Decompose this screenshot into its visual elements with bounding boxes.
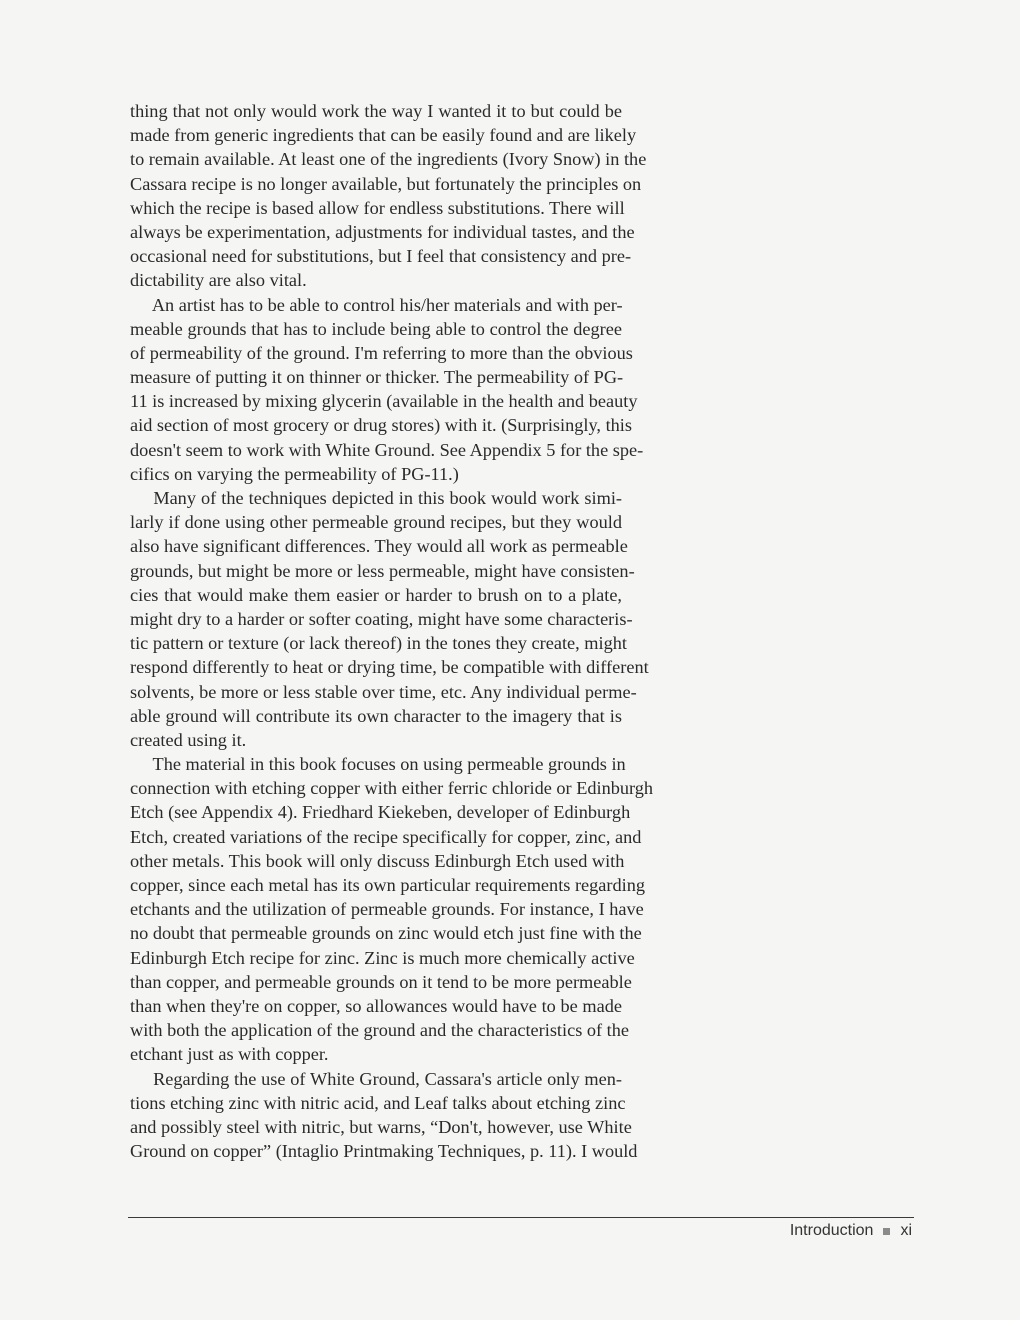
square-bullet-icon <box>883 1228 890 1235</box>
text-line: An artist has to be able to control his/her materials and with per- <box>130 294 623 315</box>
text-line: etchant just as with copper. <box>130 1044 329 1065</box>
text-line: made from generic ingredients that can be easily found and are likely <box>130 125 637 146</box>
text-line: than when they're on copper, so allowances would have to be made <box>130 995 622 1016</box>
text-line: aid section of most grocery or drug stores) with it. (Surprisingly, this <box>130 415 632 436</box>
text-line: thing that not only would work the way I wanted it to but could be <box>130 101 622 121</box>
text-line: no doubt that permeable grounds on zinc would etch just fine with the <box>130 923 642 944</box>
text-line: created using it. <box>130 729 247 750</box>
text-line: cies that would make them easier or harder to brush on to a plate, <box>130 584 622 605</box>
paragraph-1 <box>130 99 647 293</box>
text-line: Many of the techniques depicted in this book would work simi- <box>130 488 622 508</box>
text-line: always be experimentation, adjustments for individual tastes, and the <box>130 221 635 242</box>
paragraph-4 <box>130 752 654 1066</box>
text-line: grounds, but might be more or less permeable, might have consisten- <box>130 560 635 581</box>
text-line: Ground on copper” (Intaglio Printmaking Techniques, p. 11). I would <box>130 1141 638 1162</box>
text-line: larly if done using other permeable ground recipes, but they would <box>130 512 622 533</box>
paragraph-2 <box>130 293 644 487</box>
text-line: measure of putting it on thinner or thicker. The permeability of PG- <box>130 367 624 388</box>
text-line: cifics on varying the permeability of PG-11.) <box>130 463 459 484</box>
text-line: occasional need for substitutions, but I feel that consistency and pre- <box>130 246 632 267</box>
text-line: copper, since each metal has its own particular requirements regarding <box>130 875 645 895</box>
text-line: doesn't seem to work with White Ground. See Appendix 5 for the spe- <box>130 439 644 460</box>
text-line: also have significant differences. They would all work as permeable <box>130 536 628 557</box>
text-line: solvents, be more or less stable over time, etc. Any individual perme- <box>130 681 637 702</box>
text-line: meable grounds that has to include being able to control the degree <box>130 318 622 339</box>
text-line: with both the application of the ground and the characteristics of the <box>130 1020 630 1041</box>
paragraph-3 <box>130 486 649 752</box>
body-text <box>130 99 654 1163</box>
text-line: which the recipe is based allow for endless substitutions. There will <box>130 197 625 218</box>
text-line: Regarding the use of White Ground, Cassara's article only men- <box>130 1068 622 1089</box>
text-line: might dry to a harder or softer coating, might have some characteris- <box>130 608 633 629</box>
text-line: and possibly steel with nitric, but warns, “Don't, however, use White <box>130 1116 632 1137</box>
text-line: Etch, created variations of the recipe specifically for copper, zinc, and <box>130 826 642 847</box>
text-line: tic pattern or texture (or lack thereof) in the tones they create, might <box>130 633 627 654</box>
text-line: Etch (see Appendix 4). Friedhard Kiekeben, developer of Edinburgh <box>130 802 631 823</box>
text-line: The material in this book focuses on using permeable grounds in <box>130 754 626 775</box>
page-footer <box>790 1222 912 1240</box>
text-line: of permeability of the ground. I'm referring to more than the obvious <box>130 342 633 363</box>
text-line: etchants and the utilization of permeable grounds. For instance, I have <box>130 899 644 920</box>
text-line: respond differently to heat or drying time, be compatible with different <box>130 657 649 678</box>
text-line: 11 is increased by mixing glycerin (available in the health and beauty <box>130 391 638 412</box>
text-line: able ground will contribute its own character to the imagery that is <box>130 705 622 726</box>
page-number: xi <box>900 1222 912 1239</box>
text-line: tions etching zinc with nitric acid, and Leaf talks about etching zinc <box>130 1092 626 1113</box>
text-line: to remain available. At least one of the ingredients (Ivory Snow) in the <box>130 149 647 170</box>
footer-rule <box>128 1217 914 1218</box>
text-line: other metals. This book will only discuss Edinburgh Etch used with <box>130 850 625 871</box>
text-line: Cassara recipe is no longer available, but fortunately the principles on <box>130 173 642 194</box>
paragraph-5 <box>130 1067 638 1164</box>
footer-section-title: Introduction <box>789 1222 874 1239</box>
text-line: Edinburgh Etch recipe for zinc. Zinc is much more chemically active <box>130 947 635 968</box>
text-line: than copper, and permeable grounds on it tend to be more permeable <box>130 971 632 992</box>
text-line: connection with etching copper with either ferric chloride or Edinburgh <box>130 778 654 799</box>
text-line: dictability are also vital. <box>130 270 307 291</box>
